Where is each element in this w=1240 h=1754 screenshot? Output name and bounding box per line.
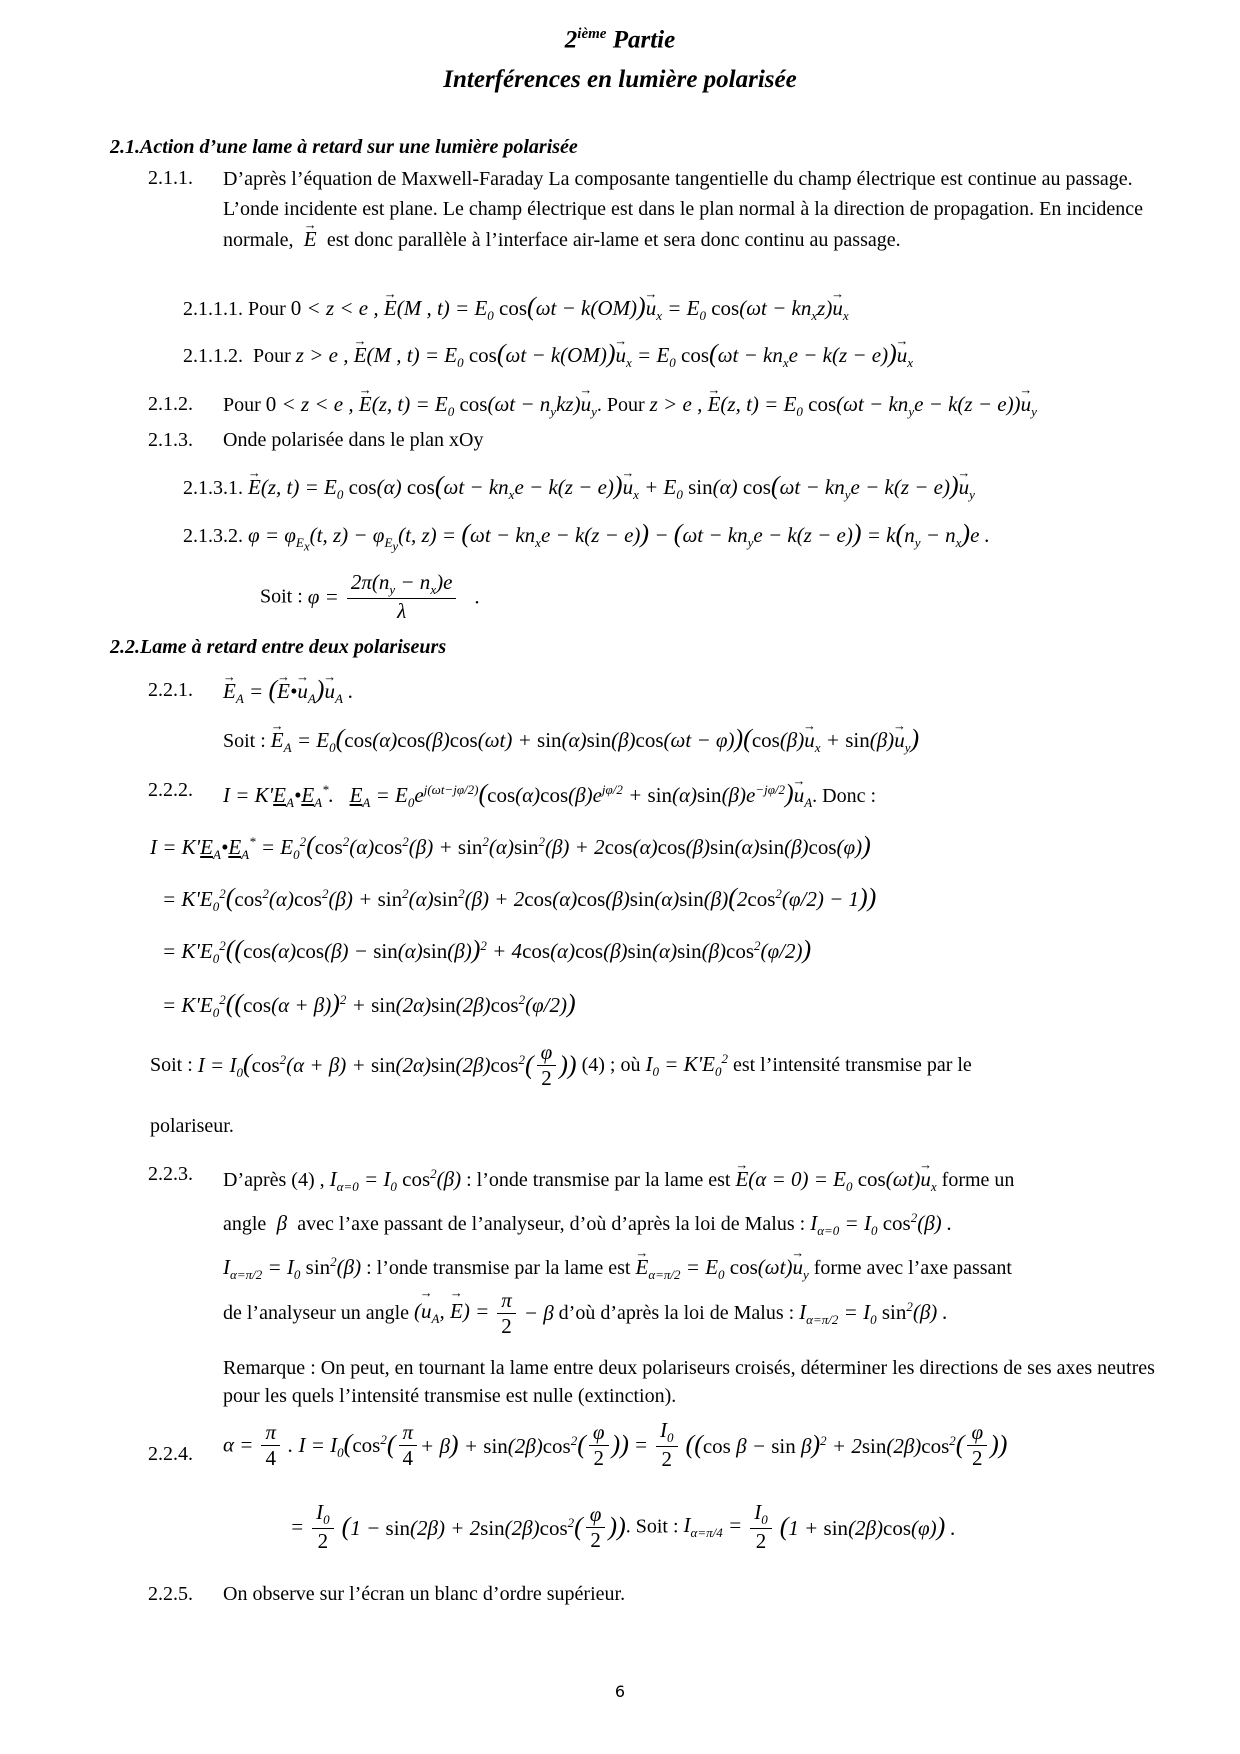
equation-intensity-2: = $K'E_0^2(\cos^2(\alpha)\cos^2(\beta) + \sin^2(\alpha)\sin^2(\beta) + 2\cos(\alpha)\cos(\beta)\sin(\alpha)\sin(\beta)(2\cos^2(\varphi/2) - 1))$ xyxy=(162,883,877,915)
item-2-2-2-number: 2.2.2. xyxy=(148,779,193,801)
item-2-2-1-number: 2.2.1. xyxy=(148,679,193,701)
equation-2-2-1-soit: Soit : → $E_A = E_0(\cos(\alpha)\cos(\beta)\cos(\omega t) + \sin(\alpha)\sin(\beta)\cos(\omega t - \varphi))(\cos(\beta)\to u_x + \sin(\beta)\to u_y)$ xyxy=(223,725,919,762)
item-2-2-3-number: 2.2.3. xyxy=(148,1163,193,1185)
equation-2-2-4-line1: α = $\frac{\pi}{4}$ . $I = I_0(\cos^2$( $\frac{\pi}{4}$ + $\beta) + \sin(2\beta)\cos^2$( $\frac{\varphi}{2}$ )) = $\frac{I_0}{2}$ ((cos $\beta - \sin \beta)^2 + 2\sin(2\beta)\cos^2$( $\frac{\varphi}{2}$ )) xyxy=(223,1418,1008,1472)
equation-intensity-3: = $K'E_0^2((\cos(\alpha)\cos(\beta) - \sin(\alpha)\sin(\beta))^2 + 4\cos(\alpha)\cos(\beta)\sin(\alpha)\sin(\beta)\cos^2(\varphi/2))$ xyxy=(162,935,812,967)
page-number: 6 xyxy=(614,1682,626,1701)
item-2-2-3-line3: $I_{\alpha=\pi/2} = I_0$ $\sin^2(\beta)$ : l’onde transmise par la lame est → $E_{\alpha=\pi/2} = E_0$ $\cos(\omega t)\to u_y$ forme avec l’axe passant xyxy=(223,1248,1012,1289)
item-2-1-3-text: Onde polarisée dans le plan xOy xyxy=(223,429,484,451)
item-2-2-3-line4: de l’analyseur un angle (→ $u_A$, → E) = $\frac{\pi}{2}$ − β d’où d’après la loi de Malus : $I_{\alpha=\pi/2} = I_0$ $\sin^2(\beta)$ . xyxy=(223,1288,948,1339)
equation-2-1-3-1: 2.1.3.1. → E(z, $t) = E_0$ cos(α) $\cos(\omega t - kn_xe - k(z - e))\to u_x + E_0$ sin(α) $\cos(\omega t - kn_ye - k(z - e))\to u_y$ xyxy=(183,472,975,509)
item-2-2-3-line1: D’après (4) , $I_{\alpha=0} = I_0$ $\cos^2(\beta)$ : l’onde transmise par la lame est → $E(\alpha = 0) = E_0$ $\cos(\omega t)\to u_x$ forme un xyxy=(223,1160,1014,1201)
section-2-1-title: 2.1.Action d’une lame à retard sur une lumière polarisée xyxy=(110,136,578,158)
section-2-2-title: 2.2.Lame à retard entre deux polariseurs xyxy=(110,636,447,658)
polariseur-text: polariseur. xyxy=(150,1115,234,1137)
item-2-2-4-number: 2.2.4. xyxy=(148,1443,193,1465)
equation-intensity-1: $I = K'E_A•E_A^* = E_0^2(\cos^2(\alpha)\cos^2(\beta) + \sin^2(\alpha)\sin^2(\beta) + 2\cos(\alpha)\cos(\beta)\sin(\alpha)\sin(\beta)\cos(\varphi))$ xyxy=(150,831,871,863)
part-word: Partie xyxy=(612,26,676,54)
equation-2-1-1-2: 2.1.1.2. Pour z > e , → E(M , $t) = E_0$ $\cos(\omega t - k(OM))\to u_x = E_0$ $\cos(\omega t - kn_xe - k(z - e))\to u_x$ xyxy=(183,340,913,377)
equation-2-1-2: Pour 0 < z < e , → E(z, $t) = E_0$ $\cos(\omega t - n_ykz)\to u_y$. Pour z > e , → E(z, $t) = E_0$ $\cos(\omega t - kn_ye - k(z - e))\to u_y$ xyxy=(223,390,1037,426)
equation-intensity-4: = $K'E_0^2((\cos(\alpha + \beta))^2 + \sin(2\alpha)\sin(2\beta)\cos^2(\varphi/2))$ xyxy=(162,989,576,1021)
equation-intensity-result: Soit : $I = I_0(\cos^2(\alpha + \beta) + \sin(2\alpha)\sin(2\beta)\cos^2$( $\frac{\varphi}{2}$ )) (4) ; où $I_0 = K'E_0^2$ est l’intensité transmise par le xyxy=(150,1040,972,1090)
item-2-1-1-text: D’après l’équation de Maxwell-Faraday La composante tangentielle du champ électrique est continue au passage. L’onde incidente est plane. Le champ électrique est dans le plan normal à la direction de propagation. En incidence normale, → E est donc parallèle à l’interface air-lame et sera donc continu au passage. xyxy=(223,164,1158,255)
equation-2-2-1: → $E_A$ = (→ E•→ $u_A)\to u_A$ . xyxy=(223,676,353,713)
item-2-1-1-number: 2.1.1. xyxy=(148,167,193,189)
item-2-2-5-text: On observe sur l’écran un blanc d’ordre supérieur. xyxy=(223,1583,626,1605)
remarque-text: Remarque : On peut, en tournant la lame entre deux polariseurs croisés, déterminer les directions de ses axes neutres pour les quels l’intensité transmise est nulle (extinction). xyxy=(223,1357,1155,1407)
item-2-1-2-number: 2.1.2. xyxy=(148,393,193,415)
part-title xyxy=(0,26,1240,54)
equation-2-2-2: $I = K'E_A•E_A^*$. $E_A = E_0e^{j(\omega t-j\varphi/2)}(\cos(\alpha)\cos(\beta)e^{j\varphi/2} + \sin(\alpha)\sin(\beta)e^{-j\varphi/2})\to u_A$. Donc : xyxy=(223,776,876,817)
equation-2-1-3-2: 2.1.3.2. $\varphi = \varphi_{E_x}(t$, $z) - \varphi_{E_y}(t$, $z) = (\omega t - kn_xe - k(z - e)) - (\omega t - kn_ye - k(z - e)) = k(n_y - n_x)e$ . xyxy=(183,519,990,554)
equation-phi: Soit : φ = $\frac{2\pi(n_y - n_x)e}{\lambda}$ . xyxy=(260,570,481,624)
item-2-1-3-number: 2.1.3. xyxy=(148,429,193,451)
item-2-2-5-number: 2.2.5. xyxy=(148,1583,193,1605)
item-2-2-3-line2: angle β avec l’axe passant de l’analyseur, d’où d’après la loi de Malus : $I_{\alpha=0} = I_0$ $\cos^2(\beta)$ . xyxy=(223,1210,953,1239)
document-subtitle: Interférences en lumière polarisée xyxy=(443,66,797,93)
e-vector: → E xyxy=(299,227,322,251)
equation-2-2-4-line2: = $\frac{I_0}{2}$ ($1 - \sin(2\beta) + 2\sin(2\beta)\cos^2$( $\frac{\varphi}{2}$ )). Soit : $I_{\alpha=\pi/4}$ = $\frac{I_0}{2}$ (1 + sin(2β)cos(φ)) . xyxy=(290,1500,956,1554)
part-number: 2 xyxy=(564,26,578,54)
part-superscript: ième xyxy=(577,26,607,42)
equation-2-1-1-1: 2.1.1.1. Pour 0 < z < e , → E(M , $t) = E_0$ $\cos(\omega t - k(OM))\to u_x = E_0$ $\cos(\omega t - kn_xz)\to u_x$ xyxy=(183,293,849,330)
